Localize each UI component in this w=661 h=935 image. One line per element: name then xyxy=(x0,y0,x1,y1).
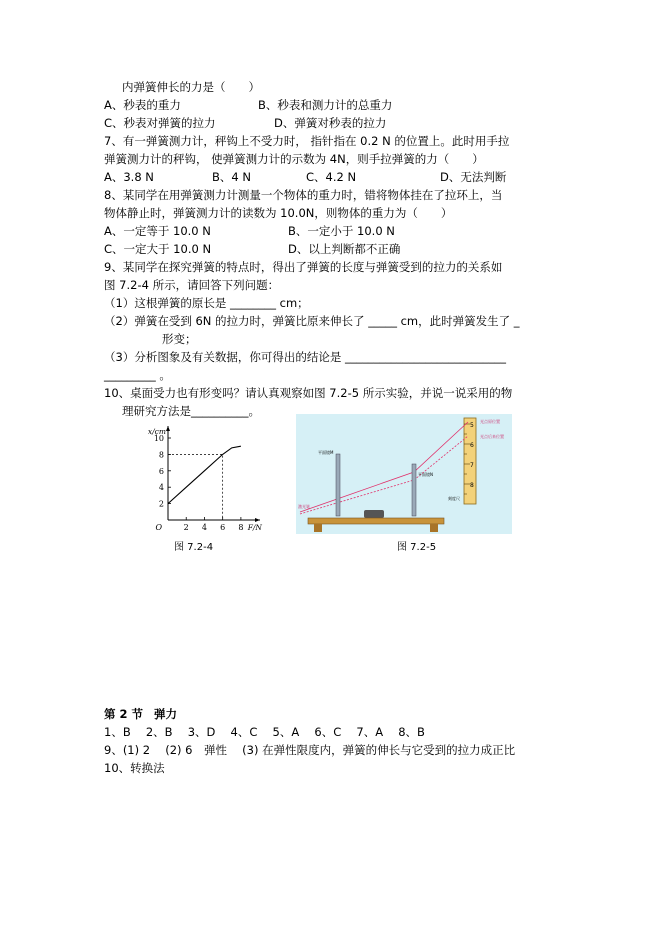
q10-line2: 理研究方法是__________。 xyxy=(122,404,260,418)
q10-line1: 10、桌面受力也有形变吗？请认真观察如图 7.2-5 所示实验，并说一说采用的物 xyxy=(104,386,513,400)
y-tick-label: 2 xyxy=(158,499,164,509)
x-tick-label: 2 xyxy=(183,523,189,532)
ruler-tick-6: 6 xyxy=(470,442,474,449)
y-axis-label: x/cm xyxy=(147,427,166,436)
illustration-background xyxy=(296,414,512,534)
y-axis-arrow xyxy=(166,426,170,431)
q8-option-c: C、一定大于 10.0 N xyxy=(104,242,212,256)
q6-option-d: D、弹簧对秒表的拉力 xyxy=(274,116,387,130)
q7-option-d: D、无法判断 xyxy=(440,170,507,184)
q9-part2: （2）弹簧在受到 6N 的拉力时，弹簧比原来伸长了 _____ cm，此时弹簧发生了 _ xyxy=(104,314,520,328)
q9-line2: 图 7.2-4 所示，请回答下列问题： xyxy=(104,278,280,292)
q7-line1: 7、有一弹簧测力计，秤钩上不受力时， 指针指在 0.2 N 的位置上。此时用手拉 xyxy=(104,134,510,148)
answers-row-3: 10、转换法 xyxy=(104,761,165,775)
q7-option-a: A、3.8 N xyxy=(104,170,154,184)
mirror-n xyxy=(412,464,416,516)
q6-option-b: B、秒表和测力计的总重力 xyxy=(258,98,393,112)
mirror-m xyxy=(336,454,340,516)
answers-heading-title: 弹力 xyxy=(154,707,177,721)
q9-part1: （1）这根弹簧的原长是 ________ cm； xyxy=(104,296,309,310)
x-axis-label: F/N xyxy=(247,523,262,532)
answers-row-1: 1、B 2、B 3、D 4、C 5、A 6、C 7、A 8、B xyxy=(104,725,425,739)
q7-option-c: C、4.2 N xyxy=(306,170,357,184)
answers-heading-section: 第 2 节 xyxy=(104,707,144,721)
experiment-illustration xyxy=(296,414,512,534)
answers-row-2: 9、(1) 2 (2) 6 弹性 (3) 在弹性限度内，弹簧的伸长与它受到的拉力成正比 xyxy=(104,743,516,757)
x-tick-label: 4 xyxy=(201,523,207,532)
label-mirror-n: 平面镜N xyxy=(418,472,433,477)
table-top xyxy=(308,518,444,524)
q8-line2: 物体静止时，弹簧测力计的读数为 10.0N，则物体的重力为（ ） xyxy=(104,206,453,220)
q9-part3-cont: _________ 。 xyxy=(104,368,171,382)
ruler-tick-7: 7 xyxy=(470,462,474,469)
x-tick-label: 6 xyxy=(220,523,226,532)
q9-line1: 9、某同学在探究弹簧的特点时，得出了弹簧的长度与弹簧受到的拉力的关系如 xyxy=(104,260,503,274)
y-tick-label: 10 xyxy=(153,434,164,443)
label-scale: 刻度尺 xyxy=(448,496,460,501)
label-mirror-m: 平面镜M xyxy=(318,450,334,455)
q6-option-a: A、秒表的重力 xyxy=(104,98,181,112)
origin-label: O xyxy=(155,523,162,532)
x-axis-arrow xyxy=(255,518,260,522)
ruler-tick-5: 5 xyxy=(470,422,474,429)
weight xyxy=(364,510,384,518)
figure-7-2-4 xyxy=(140,424,270,540)
figure-7-2-5 xyxy=(296,414,512,538)
q6-stem: 内弹簧伸长的力是（ ） xyxy=(122,80,260,94)
q8-option-b: B、一定小于 10.0 N xyxy=(288,224,395,238)
table-leg-right xyxy=(430,524,438,532)
data-line xyxy=(168,446,241,503)
y-tick-label: 8 xyxy=(158,450,164,460)
scale-ruler xyxy=(464,418,476,504)
q7-line2: 弹簧测力计的秤钩， 使弹簧测力计的示数为 4N，则手拉弹簧的力（ ） xyxy=(104,152,484,166)
spring-length-chart xyxy=(140,424,270,536)
y-tick-label: 4 xyxy=(158,483,164,493)
q8-option-a: A、一定等于 10.0 N xyxy=(104,224,211,238)
label-laser: 激光笔 xyxy=(298,504,310,509)
y-tick-label: 6 xyxy=(158,466,164,476)
figure-7-2-5-caption: 图 7.2-5 xyxy=(397,542,437,553)
label-pos-after: 光点后来位置 xyxy=(480,434,504,439)
dashed-guide xyxy=(168,454,223,520)
q9-part2-cont: 形变； xyxy=(162,332,197,346)
figure-7-2-4-caption: 图 7.2-4 xyxy=(174,542,214,553)
label-pos-before: 光点原位置 xyxy=(480,419,500,424)
q6-option-c: C、秒表对弹簧的拉力 xyxy=(104,116,216,130)
q8-option-d: D、以上判断都不正确 xyxy=(288,242,401,256)
x-tick-label: 8 xyxy=(238,523,244,532)
table-leg-left xyxy=(314,524,322,532)
ruler-tick-8: 8 xyxy=(470,482,474,489)
q7-option-b: B、4 N xyxy=(212,170,251,184)
q8-line1: 8、某同学在用弹簧测力计测量一个物体的重力时，错将物体挂在了拉环上，当 xyxy=(104,188,503,202)
q9-part3: （3）分析图象及有关数据，你可得出的结论是 ____________________________ xyxy=(104,350,506,364)
